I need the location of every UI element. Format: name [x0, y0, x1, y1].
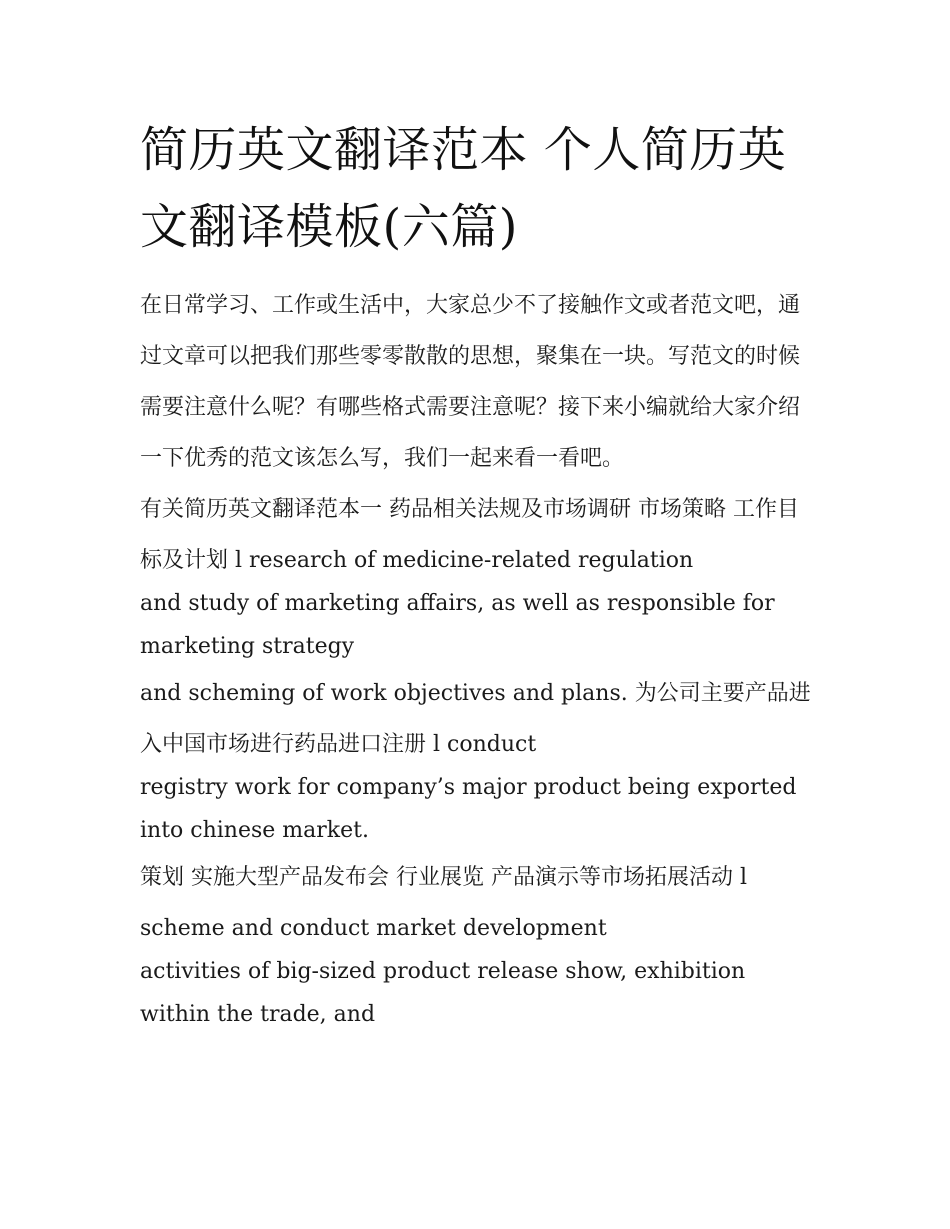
paragraph: registry work for company’s major product being exported into chinese market.: [140, 775, 797, 843]
document-page: [140, 112, 815, 1036]
paragraph: and study of marketing affairs, as well as responsible for marketing strategy: [140, 591, 775, 659]
intro-paragraph: 在日常学习、工作或生活中，大家总少不了接触作文或者范文吧，通过文章可以把我们那些零零散散的思想，聚集在一块。写范文的时候需要注意什么呢？有哪些格式需要注意呢？接下来小编就给大家介绍一下优秀的范文该怎么写，我们一起来看一看吧。: [140, 293, 801, 471]
paragraph: 策划 实施大型产品发布会 行业展览 产品演示等市场拓展活动 l scheme and conduct market development: [140, 865, 748, 941]
paragraph: 有关简历英文翻译范本一 药品相关法规及市场调研 市场策略 工作目标及计划 l research of medicine-related regulation: [140, 497, 799, 573]
paragraph: and scheming of work objectives and plans. 为公司主要产品进入中国市场进行药品进口注册 l conduct: [140, 681, 811, 757]
document-title: 简历英文翻译范本 个人简历英文翻译模板(六篇): [140, 122, 787, 255]
paragraph: activities of big-sized product release show, exhibition within the trade, and: [140, 959, 746, 1027]
